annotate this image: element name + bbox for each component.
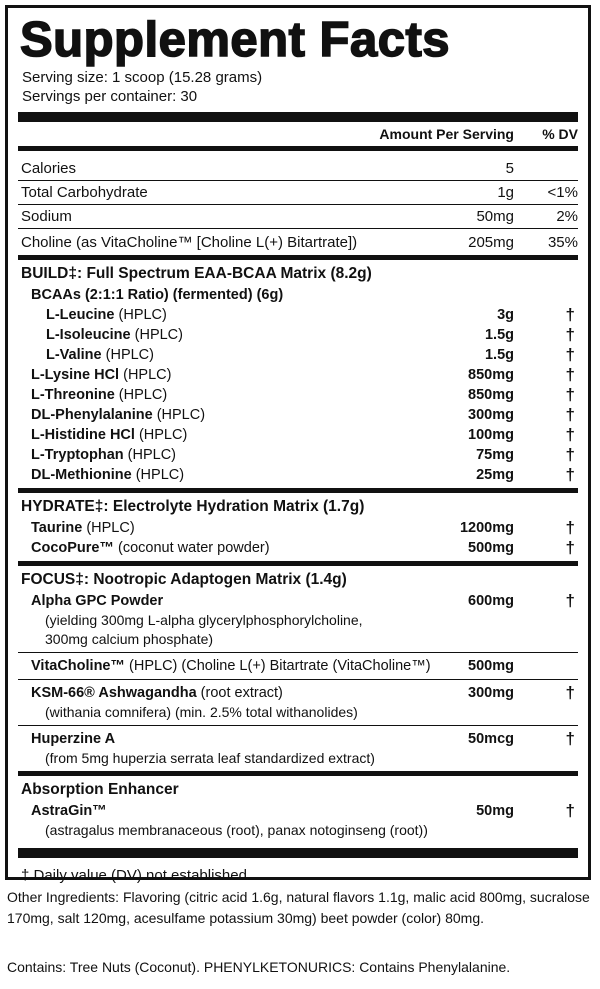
- supplement-facts-panel: [5, 5, 591, 884]
- ingredient-row: L-Tryptophan (HPLC) 75mg †: [31, 445, 575, 464]
- nutrient-name: Sodium: [21, 208, 72, 225]
- ingredient-row: Taurine (HPLC) 1200mg †: [31, 518, 575, 537]
- dv-header: % DV: [542, 126, 578, 142]
- serving-size: Serving size: 1 scoop (15.28 grams): [22, 69, 263, 86]
- section-title-focus: FOCUS‡: Nootropic Adaptogen Matrix (1.4g): [21, 571, 347, 588]
- panel-title: Supplement Facts: [20, 13, 451, 67]
- nutrient-amount: 1g: [497, 184, 514, 201]
- servings-per-container: Servings per container: 30: [22, 88, 198, 105]
- nutrient-row: [18, 157, 578, 180]
- section-title-absorption: Absorption Enhancer: [21, 781, 179, 798]
- section-title-hydrate: HYDRATE‡: Electrolyte Hydration Matrix (1.7g): [21, 498, 365, 515]
- ingredient-row: DL-Methionine (HPLC) 25mg †: [31, 465, 575, 484]
- nutrient-dv: 35%: [547, 233, 578, 251]
- divider-thick: [18, 848, 578, 858]
- ingredient-row: Huperzine A 50mcg †: [31, 729, 575, 748]
- nutrient-name: Choline (as VitaCholine™ [Choline L(+) Bitartrate]): [21, 233, 358, 251]
- nutrient-dv: 2%: [556, 208, 578, 225]
- ingredient-detail: (yielding 300mg L-alpha glycerylphosphorylcholine,: [45, 612, 363, 628]
- ingredient-row: DL-Phenylalanine (HPLC) 300mg †: [31, 405, 575, 424]
- ingredient-row: KSM-66® Ashwagandha (root extract) 300mg †: [31, 683, 575, 702]
- ingredient-row: L-Leucine (HPLC) 3g †: [46, 305, 575, 324]
- ingredient-row: L-Threonine (HPLC) 850mg †: [31, 385, 575, 404]
- column-header: [18, 122, 578, 146]
- nutrient-row: [18, 205, 578, 228]
- nutrient-amount: 5: [505, 160, 514, 177]
- nutrient-amount: 205mg: [468, 233, 514, 251]
- nutrient-row: [18, 229, 578, 255]
- nutrient-amount: 50mg: [476, 208, 514, 225]
- ingredient-row: L-Valine (HPLC) 1.5g †: [46, 345, 575, 364]
- ingredient-detail: (astragalus membranaceous (root), panax notoginseng (root)): [45, 822, 428, 838]
- dv-footnote: † Daily value (DV) not established.: [21, 866, 252, 884]
- bcaa-heading: BCAAs (2:1:1 Ratio) (fermented) (6g): [31, 287, 284, 303]
- amount-header: Amount Per Serving: [379, 126, 514, 142]
- nutrient-row: [18, 181, 578, 204]
- ingredient-row: CocoPure™ (coconut water powder) 500mg †: [31, 538, 575, 557]
- ingredient-detail: (from 5mg huperzia serrata leaf standardized extract): [45, 750, 375, 766]
- ingredient-detail: 300mg calcium phosphate): [45, 631, 214, 647]
- other-ingredients: Other Ingredients: Flavoring (citric acid 1.6g, natural flavors 1.1g, malic acid 800mg, sucralose 170mg, salt 120mg, acesulfame potassium 30mg) beet powder (color) 80mg.: [7, 889, 590, 926]
- ingredient-row: L-Isoleucine (HPLC) 1.5g †: [46, 325, 575, 344]
- ingredient-row: AstraGin™ 50mg †: [31, 801, 575, 820]
- nutrient-name: Calories: [21, 160, 77, 177]
- divider-thick: [18, 112, 578, 122]
- nutrient-name: Total Carbohydrate: [21, 184, 148, 201]
- nutrient-dv: <1%: [547, 184, 578, 201]
- ingredient-row: Alpha GPC Powder 600mg †: [31, 591, 575, 610]
- ingredient-detail: (withania comnifera) (min. 2.5% total withanolides): [45, 704, 358, 720]
- ingredient-row: VitaCholine™ (HPLC) (Choline L(+) Bitartrate (VitaCholine™) 500mg: [31, 658, 514, 674]
- section-title-build: BUILD‡: Full Spectrum EAA-BCAA Matrix (8.2g): [21, 265, 372, 282]
- ingredient-row: L-Histidine HCl (HPLC) 100mg †: [31, 425, 575, 444]
- allergen-statement: Contains: Tree Nuts (Coconut). PHENYLKETONURICS: Contains Phenylalanine.: [7, 959, 511, 975]
- ingredient-row: L-Lysine HCl (HPLC) 850mg †: [31, 365, 575, 384]
